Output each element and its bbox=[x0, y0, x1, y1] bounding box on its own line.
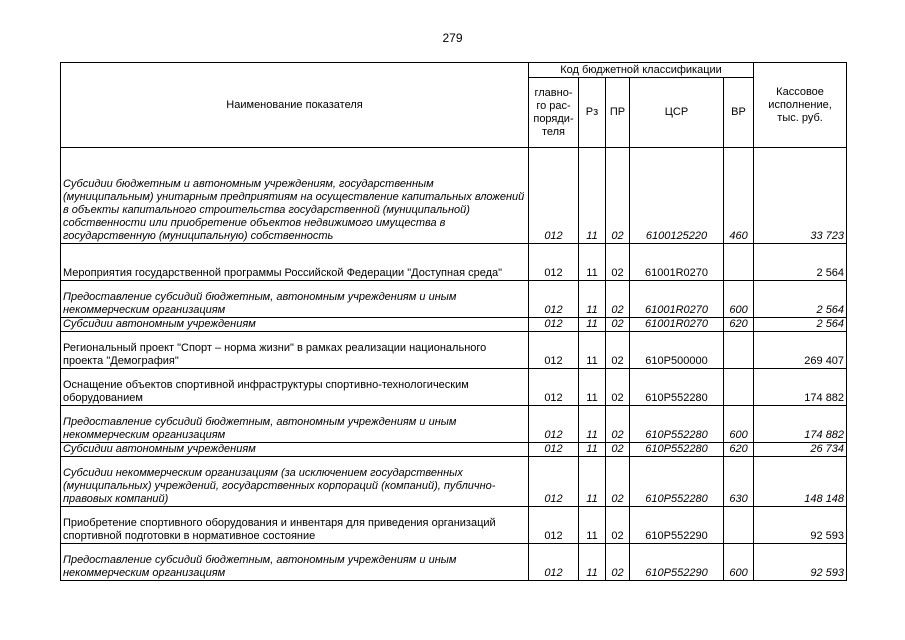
row-name: Субсидии автономным учреждениям bbox=[61, 443, 529, 457]
row-amount: 92 593 bbox=[754, 544, 847, 581]
row-name: Оснащение объектов спортивной инфраструктуры спортивно-технологическим оборудованием bbox=[61, 369, 529, 406]
header-main-manager: главно-го рас-поряди-теля bbox=[529, 78, 579, 148]
row-name: Мероприятия государственной программы Российской Федерации "Доступная среда" bbox=[61, 244, 529, 281]
row-subsection: 02 bbox=[606, 332, 630, 369]
table-row bbox=[61, 457, 847, 507]
row-main-manager: 012 bbox=[529, 457, 579, 507]
row-subsection: 02 bbox=[606, 148, 630, 244]
header-name: Наименование показателя bbox=[61, 63, 529, 148]
table-row bbox=[61, 148, 847, 244]
row-section: 11 bbox=[579, 406, 606, 443]
row-section: 11 bbox=[579, 244, 606, 281]
row-main-manager: 012 bbox=[529, 148, 579, 244]
table-row bbox=[61, 281, 847, 318]
row-name: Приобретение спортивного оборудования и инвентаря для приведения организаций спортивной подготовки в нормативное состояние bbox=[61, 507, 529, 544]
header-expense-type: ВР bbox=[724, 78, 754, 148]
row-subsection: 02 bbox=[606, 318, 630, 332]
row-expense-type: 620 bbox=[724, 443, 754, 457]
row-amount: 174 882 bbox=[754, 406, 847, 443]
table-row bbox=[61, 332, 847, 369]
row-section: 11 bbox=[579, 148, 606, 244]
row-amount: 2 564 bbox=[754, 318, 847, 332]
header-budget-classification: Код бюджетной классификации bbox=[529, 63, 754, 78]
row-name: Субсидии бюджетным и автономным учреждениям, государственным (муниципальным) унитарным предприятиям на осуществление капитальных вложений в объекты капитального строительства государственной (муниципальной) собственности или приобретение объектов недвижимого имущества в государственную (муниципальную) собственность bbox=[61, 148, 529, 244]
row-amount: 2 564 bbox=[754, 281, 847, 318]
row-name: Субсидии автономным учреждениям bbox=[61, 318, 529, 332]
row-main-manager: 012 bbox=[529, 406, 579, 443]
row-subsection: 02 bbox=[606, 544, 630, 581]
table-row bbox=[61, 318, 847, 332]
table-row bbox=[61, 369, 847, 406]
row-amount: 33 723 bbox=[754, 148, 847, 244]
row-target-article: 61001R0270 bbox=[630, 281, 724, 318]
row-section: 11 bbox=[579, 507, 606, 544]
row-expense-type: 630 bbox=[724, 457, 754, 507]
row-main-manager: 012 bbox=[529, 244, 579, 281]
page-number: 279 bbox=[442, 31, 463, 45]
row-subsection: 02 bbox=[606, 457, 630, 507]
row-amount: 174 882 bbox=[754, 369, 847, 406]
row-name: Предоставление субсидий бюджетным, автономным учреждениям и иным некоммерческим организациям bbox=[61, 281, 529, 318]
row-expense-type: 600 bbox=[724, 406, 754, 443]
row-target-article: 61001R0270 bbox=[630, 318, 724, 332]
row-section: 11 bbox=[579, 443, 606, 457]
row-expense-type bbox=[724, 244, 754, 281]
row-target-article: 610P552280 bbox=[630, 457, 724, 507]
table-row bbox=[61, 507, 847, 544]
row-subsection: 02 bbox=[606, 507, 630, 544]
row-amount: 2 564 bbox=[754, 244, 847, 281]
row-target-article: 610P552290 bbox=[630, 544, 724, 581]
row-target-article: 610P552280 bbox=[630, 443, 724, 457]
row-amount: 148 148 bbox=[754, 457, 847, 507]
row-subsection: 02 bbox=[606, 443, 630, 457]
row-expense-type: 600 bbox=[724, 544, 754, 581]
row-amount: 26 734 bbox=[754, 443, 847, 457]
header-target-article: ЦСР bbox=[630, 78, 724, 148]
header-subsection: ПР bbox=[606, 78, 630, 148]
row-expense-type bbox=[724, 332, 754, 369]
row-name: Субсидии некоммерческим организациям (за исключением государственных (муниципальных) учреждений, государственных корпораций (компаний), публично-правовых компаний) bbox=[61, 457, 529, 507]
row-name: Предоставление субсидий бюджетным, автономным учреждениям и иным некоммерческим организациям bbox=[61, 406, 529, 443]
row-expense-type bbox=[724, 507, 754, 544]
row-amount: 92 593 bbox=[754, 507, 847, 544]
row-target-article: 610P500000 bbox=[630, 332, 724, 369]
row-expense-type: 460 bbox=[724, 148, 754, 244]
row-target-article: 610P552290 bbox=[630, 507, 724, 544]
row-target-article: 61001R0270 bbox=[630, 244, 724, 281]
row-subsection: 02 bbox=[606, 244, 630, 281]
table-row bbox=[61, 443, 847, 457]
row-amount: 269 407 bbox=[754, 332, 847, 369]
row-main-manager: 012 bbox=[529, 369, 579, 406]
row-expense-type: 600 bbox=[724, 281, 754, 318]
row-target-article: 610P552280 bbox=[630, 406, 724, 443]
row-target-article: 610P552280 bbox=[630, 369, 724, 406]
header-cash-execution: Кассовое исполнение, тыс. руб. bbox=[754, 63, 847, 148]
header-section: Рз bbox=[579, 78, 606, 148]
row-main-manager: 012 bbox=[529, 544, 579, 581]
row-main-manager: 012 bbox=[529, 332, 579, 369]
row-section: 11 bbox=[579, 457, 606, 507]
row-subsection: 02 bbox=[606, 369, 630, 406]
row-main-manager: 012 bbox=[529, 443, 579, 457]
table-row bbox=[61, 544, 847, 581]
row-expense-type: 620 bbox=[724, 318, 754, 332]
row-name: Региональный проект "Спорт – норма жизни" в рамках реализации национального проекта "Демография" bbox=[61, 332, 529, 369]
row-section: 11 bbox=[579, 318, 606, 332]
row-subsection: 02 bbox=[606, 406, 630, 443]
row-expense-type bbox=[724, 369, 754, 406]
row-main-manager: 012 bbox=[529, 318, 579, 332]
row-section: 11 bbox=[579, 332, 606, 369]
row-target-article: 6100125220 bbox=[630, 148, 724, 244]
row-section: 11 bbox=[579, 369, 606, 406]
row-section: 11 bbox=[579, 281, 606, 318]
budget-table bbox=[60, 62, 847, 581]
table-row bbox=[61, 244, 847, 281]
table-row bbox=[61, 406, 847, 443]
row-main-manager: 012 bbox=[529, 507, 579, 544]
row-main-manager: 012 bbox=[529, 281, 579, 318]
row-name: Предоставление субсидий бюджетным, автономным учреждениям и иным некоммерческим организациям bbox=[61, 544, 529, 581]
row-subsection: 02 bbox=[606, 281, 630, 318]
row-section: 11 bbox=[579, 544, 606, 581]
